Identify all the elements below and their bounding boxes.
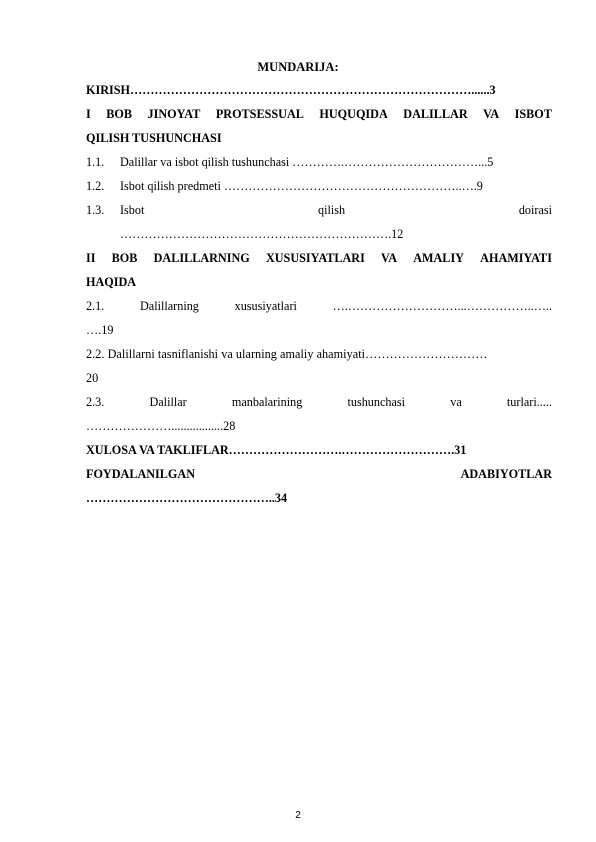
toc-entry-2-3 bbox=[86, 394, 552, 410]
toc-entry-chapter-1-cont: QILISH TUSHUNCHASI bbox=[86, 131, 222, 145]
word: II bbox=[86, 251, 96, 265]
toc-entry-1-2 bbox=[86, 178, 552, 194]
section-number: 1.3. bbox=[86, 203, 105, 217]
word: xususiyatlari bbox=[234, 299, 297, 313]
word: FOYDALANILGAN bbox=[86, 467, 196, 481]
toc-entry-2-1-cont: ….19 bbox=[86, 323, 114, 337]
word: qilish bbox=[318, 203, 346, 217]
page-number: 2 bbox=[295, 810, 301, 821]
toc-entry-2-2: 2.2. Dalillarni tasniflanishi va ularning amaliy ahamiyati………………………… bbox=[86, 347, 488, 361]
toc-entry-1-3-cont: ………………………………………………………….12 bbox=[120, 227, 404, 241]
word: ADABIYOTLAR bbox=[460, 467, 552, 481]
word: doirasi bbox=[518, 203, 552, 217]
word: DALILLARNING bbox=[153, 251, 250, 265]
word: manbalarining bbox=[231, 395, 303, 409]
toc-entry-chapter-2-cont: HAQIDA bbox=[86, 275, 137, 289]
toc-entry-adabiyotlar-cont: ………………………………………..34 bbox=[86, 491, 288, 505]
section-text: Dalillar va isbot qilish tushunchasi ………….……………………………...5 bbox=[120, 155, 494, 169]
toc-entry-2-1 bbox=[86, 298, 552, 314]
word: I bbox=[86, 107, 91, 121]
section-text: Isbot qilish predmeti …………………………………………………..….9 bbox=[120, 179, 483, 193]
toc-entry-1-1 bbox=[86, 154, 552, 170]
toc-entry-adabiyotlar bbox=[86, 466, 552, 482]
word: BOB bbox=[106, 107, 132, 121]
word: JINOYAT bbox=[147, 107, 201, 121]
toc-entry-1-3 bbox=[86, 202, 552, 218]
word: Dalillarning bbox=[140, 299, 199, 313]
toc-title: MUNDARIJA: bbox=[257, 60, 339, 74]
word: tushunchasi bbox=[347, 395, 406, 409]
word: VA bbox=[381, 251, 398, 265]
toc-entry-chapter-2 bbox=[86, 250, 552, 266]
word: Dalillar bbox=[149, 395, 187, 409]
word: AMALIY bbox=[413, 251, 464, 265]
word: va bbox=[450, 395, 462, 409]
word: DALILLAR bbox=[403, 107, 468, 121]
word: turlari..... bbox=[506, 395, 552, 409]
word: 2.3. bbox=[86, 395, 105, 409]
word: ….………………………...……………..….. bbox=[332, 299, 552, 313]
word: PROTSESSUAL bbox=[215, 107, 304, 121]
word: HUQUQIDA bbox=[319, 107, 388, 121]
word: 2.1. bbox=[86, 299, 105, 313]
toc-entry-xulosa: XULOSA VA TAKLIFLAR……………………….……………………….31 bbox=[86, 443, 467, 457]
section-number: 1.1. bbox=[86, 155, 105, 169]
toc-entry-chapter-1 bbox=[86, 106, 552, 122]
word: VA bbox=[483, 107, 500, 121]
toc-entry-2-3-cont: ………………….................28 bbox=[86, 419, 236, 433]
toc-entry-2-2-cont: 20 bbox=[86, 371, 99, 385]
word: AHAMIYATI bbox=[480, 251, 552, 265]
section-number: 1.2. bbox=[86, 179, 105, 193]
word: ISBOT bbox=[514, 107, 552, 121]
word: XUSUSIYATLARI bbox=[265, 251, 365, 265]
toc-entry-kirish: KIRISH…………………………………………………………………………......3 bbox=[86, 83, 496, 97]
word: BOB bbox=[111, 251, 138, 265]
word: Isbot bbox=[120, 203, 145, 217]
